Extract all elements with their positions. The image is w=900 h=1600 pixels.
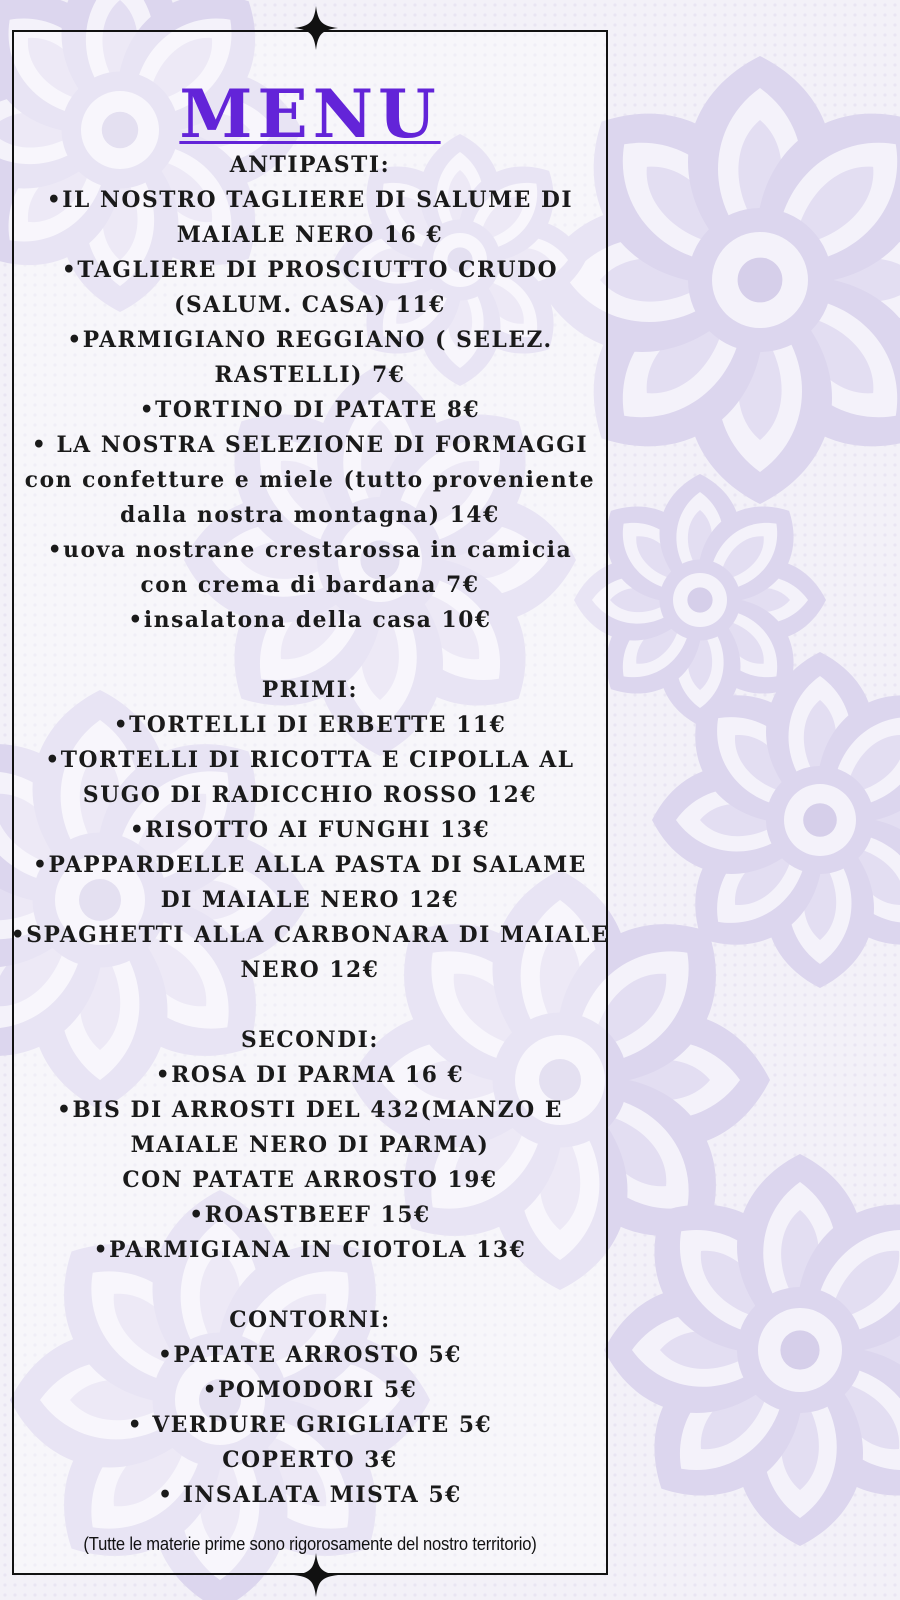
menu-title: MENU <box>179 75 441 153</box>
menu-item-line: • VERDURE GRIGLIATE 5€ <box>127 1412 493 1438</box>
menu-item-line: MAIALE NERO DI PARMA) <box>130 1132 490 1158</box>
menu-item-line: COPERTO 3€ <box>222 1447 398 1473</box>
menu-item-line: dalla nostra montagna) 14€ <box>120 502 500 528</box>
menu-item-line: •ROSA DI PARMA 16 € <box>155 1062 465 1088</box>
menu-item-line: •insalatona della casa 10€ <box>128 607 492 633</box>
menu-item-line: •TORTELLI DI ERBETTE 11€ <box>113 712 507 738</box>
section-heading: PRIMI: <box>261 677 359 703</box>
menu-item-line: •SPAGHETTI ALLA CARBONARA DI MAIALE <box>10 922 610 948</box>
menu-item-line: MAIALE NERO 16 € <box>176 222 444 248</box>
section-spacer <box>0 988 620 1023</box>
section-secondi <box>0 1023 620 1268</box>
menu-item-line: •RISOTTO AI FUNGHI 13€ <box>129 817 491 843</box>
menu-item-line: •PARMIGIANO REGGIANO ( SELEZ. <box>67 327 553 353</box>
section-heading: ANTIPASTI: <box>229 152 391 178</box>
star-ornament-icon <box>294 1553 338 1597</box>
section-spacer <box>0 638 620 673</box>
section-antipasti <box>0 148 620 638</box>
menu-item-line: •PAPPARDELLE ALLA PASTA DI SALAME <box>33 852 587 878</box>
menu-item-line: con crema di bardana 7€ <box>140 572 480 598</box>
menu-item-line: SUGO DI RADICCHIO ROSSO 12€ <box>82 782 538 808</box>
menu-item-line: •PARMIGIANA IN CIOTOLA 13€ <box>93 1237 527 1263</box>
menu-item-line: RASTELLI) 7€ <box>214 362 406 388</box>
menu-item-line: •uova nostrane crestarossa in camicia <box>47 537 573 563</box>
menu-item-line: NERO 12€ <box>240 957 380 983</box>
section-spacer <box>0 1268 620 1303</box>
menu-item-line: •POMODORI 5€ <box>202 1377 418 1403</box>
section-heading: SECONDI: <box>241 1027 379 1053</box>
menu-item-line: CON PATATE ARROSTO 19€ <box>122 1167 498 1193</box>
menu-item-line: con confetture e miele (tutto proveniente <box>24 467 596 493</box>
menu-item-line: •TORTINO DI PATATE 8€ <box>139 397 481 423</box>
star-ornament-icon <box>294 6 338 50</box>
menu-item-line: • INSALATA MISTA 5€ <box>158 1482 462 1508</box>
menu-item-line: •BIS DI ARROSTI DEL 432(MANZO E <box>56 1097 564 1123</box>
menu-content <box>0 148 620 1513</box>
section-primi <box>0 673 620 988</box>
section-contorni <box>0 1303 620 1513</box>
menu-item-line: •PATATE ARROSTO 5€ <box>157 1342 463 1368</box>
menu-item-line: • LA NOSTRA SELEZIONE DI FORMAGGI <box>31 432 589 458</box>
menu-item-line: •TORTELLI DI RICOTTA E CIPOLLA AL <box>45 747 575 773</box>
footer-note: (Tutte le materie prime sono rigorosamente del nostro territorio) <box>83 1534 537 1554</box>
menu-item-line: (SALUM. CASA) 11€ <box>174 292 446 318</box>
section-heading: CONTORNI: <box>229 1307 391 1333</box>
menu-item-line: •ROASTBEEF 15€ <box>189 1202 431 1228</box>
menu-item-line: •IL NOSTRO TAGLIERE DI SALUME DI <box>46 187 574 213</box>
menu-item-line: DI MAIALE NERO 12€ <box>160 887 460 913</box>
menu-item-line: •TAGLIERE DI PROSCIUTTO CRUDO <box>61 257 559 283</box>
